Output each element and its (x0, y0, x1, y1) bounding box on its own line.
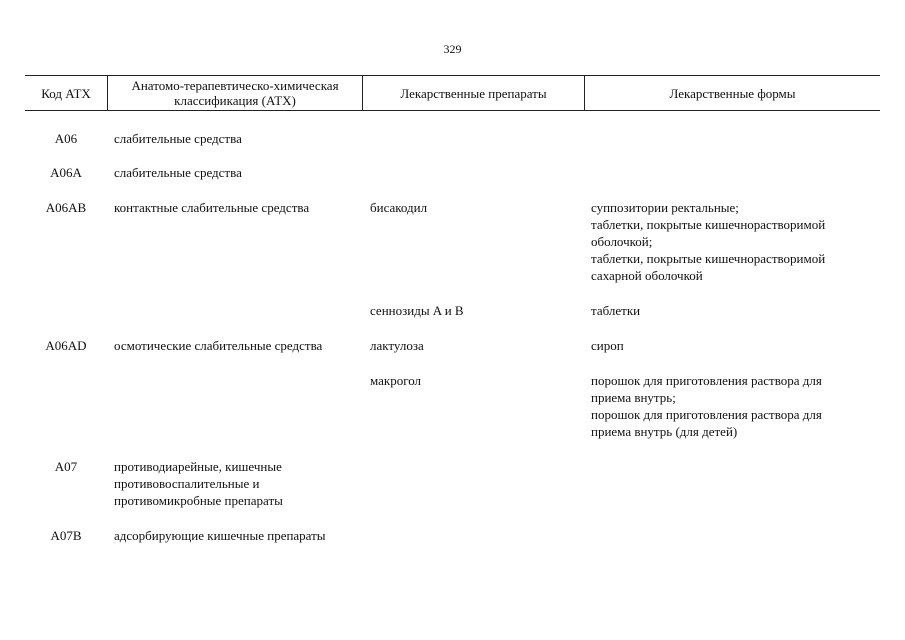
cell-classification: слабительные средства (114, 131, 242, 146)
cell-code: A07B (50, 528, 82, 543)
cell-code: A07 (54, 459, 78, 474)
header-drugs: Лекарственные препараты (400, 85, 547, 101)
header-classification: Анатомо-терапевтическо-химическая классификация (АТХ) (131, 78, 339, 108)
cell-form: таблетки (591, 303, 641, 318)
cell-form: порошок для приготовления раствора для приема внутрь; порошок для приготовления раствора для приема внутрь (для детей) (591, 373, 822, 439)
cell-drug: макрогол (370, 373, 422, 388)
cell-classification: осмотические слабительные средства (114, 338, 323, 353)
table-header-bottom-rule (25, 110, 880, 111)
cell-drug: сеннозиды A и B (370, 303, 464, 318)
cell-code: A06AB (45, 200, 87, 215)
cell-drug: бисакодил (370, 200, 428, 215)
page-number: 329 (443, 42, 462, 56)
cell-classification: противодиарейные, кишечные противовоспалительные и противомикробные препараты (114, 459, 283, 508)
header-forms: Лекарственные формы (669, 85, 796, 101)
cell-classification: контактные слабительные средства (114, 200, 310, 215)
cell-classification: адсорбирующие кишечные препараты (114, 528, 326, 543)
cell-code: A06 (54, 131, 78, 146)
cell-form: суппозитории ректальные; таблетки, покрытые кишечнорастворимой оболочкой; таблетки, покрытые кишечнорастворимой сахарной оболочкой (591, 200, 826, 283)
cell-code: A06AD (45, 338, 87, 353)
cell-form: сироп (591, 338, 624, 353)
cell-code: A06A (50, 165, 82, 180)
cell-drug: лактулоза (370, 338, 424, 353)
header-code: Код АТХ (41, 85, 91, 101)
cell-classification: слабительные средства (114, 165, 242, 180)
